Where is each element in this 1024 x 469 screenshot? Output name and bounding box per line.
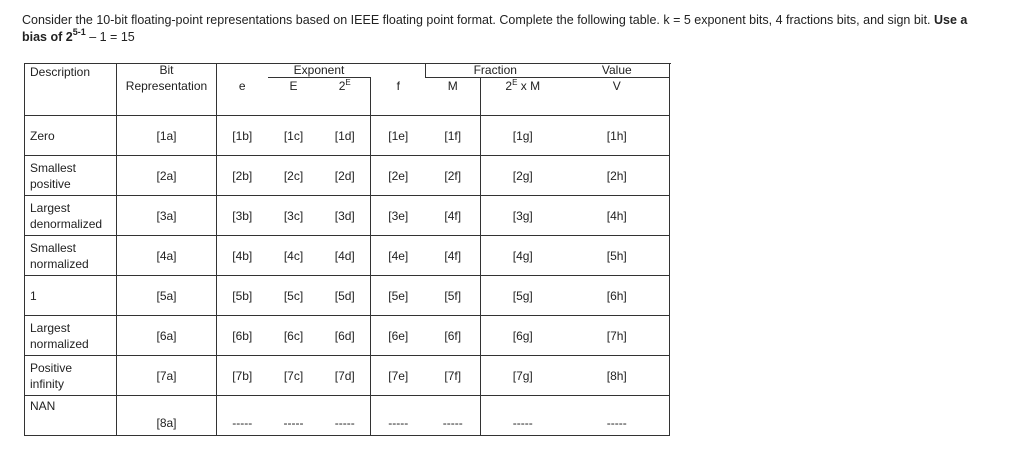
table-cell: [4c] (268, 236, 320, 276)
table-row (25, 316, 670, 356)
table-cell: [7e] (371, 356, 426, 396)
table-cell: [5a] (117, 276, 217, 316)
table-cell: [7a] (117, 356, 217, 396)
table-cell: [2d] (320, 156, 371, 196)
table-cell: [1h] (565, 116, 670, 156)
bias-label: bias of 2$^{5-1}$ (22, 27, 86, 44)
row-description-line: Smallest (30, 240, 77, 255)
row-description-line: Smallest (30, 160, 77, 175)
table-row (25, 156, 670, 196)
row-description (25, 396, 117, 436)
float-table (24, 63, 670, 436)
header-E: E (289, 79, 298, 93)
table-cell: [2e] (371, 156, 426, 196)
row-description-line: infinity (30, 376, 65, 391)
table-cell: [6f] (426, 316, 481, 356)
table-cell: [4d] (320, 236, 371, 276)
table-cell: [5d] (320, 276, 371, 316)
table-cell: ----- (268, 396, 320, 436)
row-description-line: NAN (30, 399, 56, 413)
table-cell: [4g] (481, 236, 565, 276)
bias-formula: – 1 = 15 (85, 30, 135, 44)
row-description (25, 356, 117, 396)
table-cell: [7f] (426, 356, 481, 396)
row-description-line: normalized (30, 256, 89, 271)
table-cell: [2c] (268, 156, 320, 196)
table-cell: ----- (426, 396, 481, 436)
table-row (25, 116, 670, 156)
header-exponent: Exponent (268, 64, 371, 78)
table-cell: [2f] (426, 156, 481, 196)
table-cell: [4b] (217, 236, 268, 276)
row-description-line: normalized (30, 336, 89, 351)
table-cell: [6b] (217, 316, 268, 356)
row-description-line: Positive (30, 360, 73, 375)
header-bit-line1: Bit (117, 64, 217, 78)
table-cell: [8h] (565, 356, 670, 396)
table-cell: [5g] (481, 276, 565, 316)
question-text (22, 12, 1017, 46)
header-2E-x-M: $2^E$ x M (505, 78, 541, 93)
row-description-line: positive (30, 176, 71, 191)
question-line-1-bold: Use a (934, 13, 968, 27)
table-cell: [1c] (268, 116, 320, 156)
row-description-line: Largest (30, 200, 71, 215)
header-e: e (238, 78, 246, 93)
table-cell: ----- (217, 396, 268, 436)
table-cell: [3e] (371, 196, 426, 236)
table-cell: [4f] (426, 196, 481, 236)
row-description (25, 276, 117, 316)
table-cell: [3a] (117, 196, 217, 236)
table-row (25, 196, 670, 236)
header-description: Description (25, 64, 117, 96)
row-description (25, 196, 117, 236)
table-cell: [6g] (481, 316, 565, 356)
table-cell: [5e] (371, 276, 426, 316)
table-cell: ----- (565, 396, 670, 436)
table-cell: [8a] (117, 396, 217, 436)
table-row (25, 356, 670, 396)
row-description (25, 116, 117, 156)
table-cell: [7c] (268, 356, 320, 396)
row-description (25, 316, 117, 356)
table-cell: [6e] (371, 316, 426, 356)
table-cell: [1e] (371, 116, 426, 156)
header-bit-line2: Representation (117, 78, 217, 96)
table-cell: [7b] (217, 356, 268, 396)
table-cell: [4e] (371, 236, 426, 276)
row-description-line: denormalized (30, 216, 103, 231)
row-description-line: 1 (30, 288, 37, 303)
table-cell: [2h] (565, 156, 670, 196)
table-row (25, 236, 670, 276)
table-cell: [6d] (320, 316, 371, 356)
table-row (25, 276, 670, 316)
table-cell: [2g] (481, 156, 565, 196)
table-cell: [2a] (117, 156, 217, 196)
row-description-line: Largest (30, 320, 71, 335)
table-cell: ----- (371, 396, 426, 436)
table-cell: [7g] (481, 356, 565, 396)
row-description-line: Zero (30, 128, 55, 143)
table-cell: [7h] (565, 316, 670, 356)
table-cell: [3d] (320, 196, 371, 236)
table-cell: [1d] (320, 116, 371, 156)
header-2E: $2^E$ (320, 78, 371, 96)
table-cell: ----- (481, 396, 565, 436)
header-value: Value (565, 64, 670, 78)
question-line-1: Consider the 10-bit floating-point representations based on IEEE floating point format. Complete the following table. k = 5 exponent bits, 4 fractions bits, and sign bit. (22, 13, 931, 27)
header-f: f (396, 78, 400, 93)
table-cell: [1a] (117, 116, 217, 156)
row-description (25, 156, 117, 196)
table-cell: [2b] (217, 156, 268, 196)
table-cell: [5h] (565, 236, 670, 276)
header-V: V (565, 78, 670, 96)
table-cell: [3b] (217, 196, 268, 236)
table-cell: [6a] (117, 316, 217, 356)
table-row (25, 396, 670, 436)
table-cell: [1f] (426, 116, 481, 156)
table-cell: [5f] (426, 276, 481, 316)
row-description (25, 236, 117, 276)
table-cell: [6h] (565, 276, 670, 316)
header-M: M (426, 78, 481, 96)
table-cell: [3c] (268, 196, 320, 236)
table-cell: [1b] (217, 116, 268, 156)
table-cell: [4f] (426, 236, 481, 276)
table-cell: [4a] (117, 236, 217, 276)
table-cell: [1g] (481, 116, 565, 156)
table-cell: [5b] (217, 276, 268, 316)
header-fraction: Fraction (426, 64, 565, 78)
table-cell: [4h] (565, 196, 670, 236)
table-cell: [3g] (481, 196, 565, 236)
table-cell: [6c] (268, 316, 320, 356)
table-cell: ----- (320, 396, 371, 436)
table-cell: [7d] (320, 356, 371, 396)
table-cell: [5c] (268, 276, 320, 316)
